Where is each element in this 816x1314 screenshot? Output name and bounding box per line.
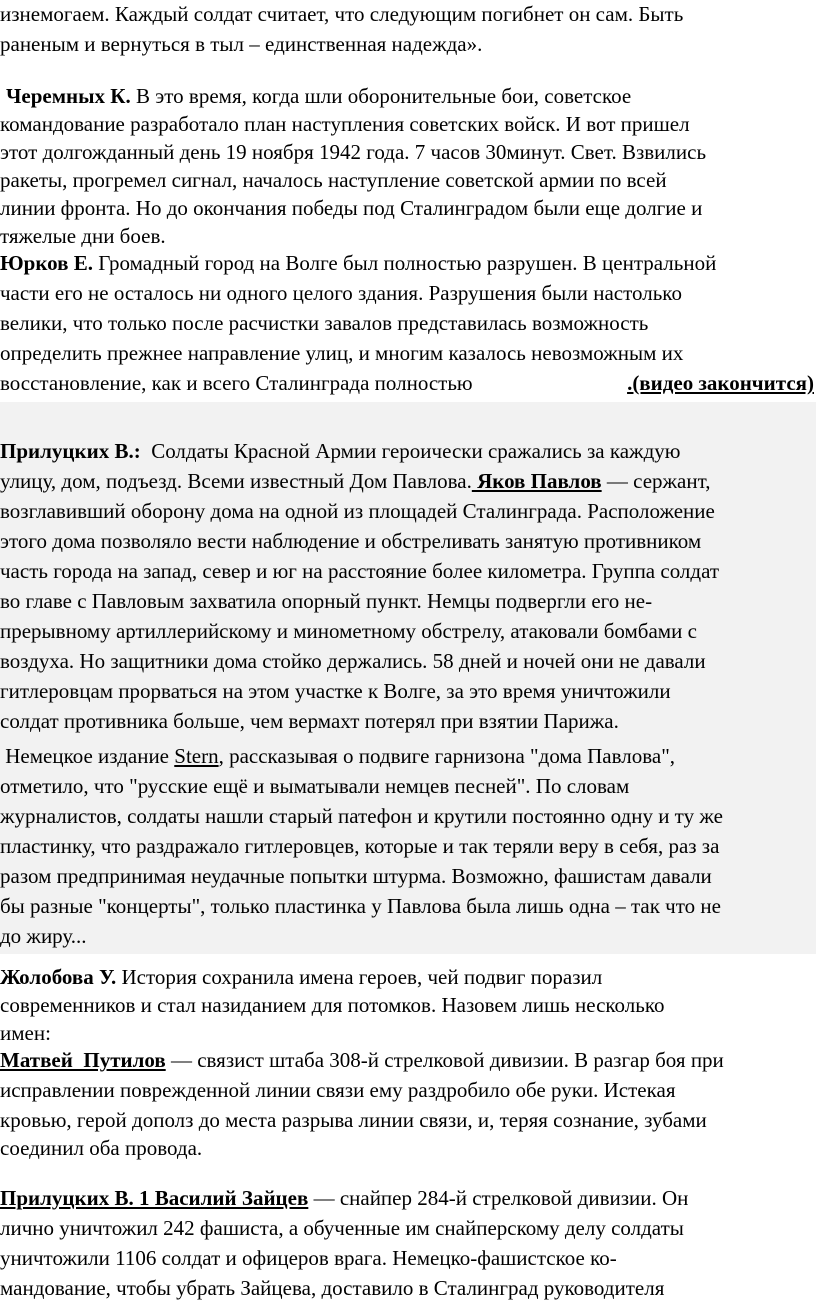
hero-name: Матвей Путилов [0, 1048, 166, 1072]
text-line [0, 1184, 688, 1212]
text-line [0, 742, 675, 770]
text: часть города на запад, север и юг на расстояние более километра. Группа солдат [0, 559, 720, 583]
text-line [0, 557, 719, 585]
text: прерывному артиллерийскому и минометному обстрелу, атаковали бомбами с [0, 619, 697, 643]
text-line [0, 1134, 202, 1162]
text: лично уничтожил 242 фашиста, а обученные им снайперскому делу солдаты [0, 1216, 684, 1240]
text: соединил оба провода. [0, 1136, 203, 1160]
speaker-name: Черемных К. [6, 84, 131, 108]
text-line [0, 166, 667, 194]
text: бы разные "концерты", только пластинка у Павлова была лишь одна – так что не [0, 894, 721, 918]
text: возглавивший оборону дома на одной из площадей Сталинграда. Расположение [0, 499, 715, 523]
text: — снайпер 284-й стрелковой дивизии. Он [308, 1186, 689, 1210]
text: История сохранила имена героев, чей подвиг поразил [116, 965, 603, 989]
text: определить прежнее направление улиц, и многим казалось невозможным их [0, 341, 684, 365]
text: современников и стал назиданием для потомков. Назовем лишь несколько [0, 993, 665, 1017]
text: солдат противника больше, чем вермахт потерял при взятии Парижа. [0, 709, 619, 733]
text: отметило, что "русские ещё и выматывали немцев песней". По словам [0, 774, 630, 798]
text-line [0, 1274, 664, 1302]
text-line [0, 707, 619, 735]
text: линии фронта. Но до окончания победы под Сталинградом были еще долгие и [0, 196, 703, 220]
text-line [0, 1076, 676, 1104]
text-line [0, 0, 683, 28]
text: раненым и вернуться в тыл – единственная надежда». [0, 32, 483, 56]
text-line [0, 1244, 617, 1272]
text-line [0, 862, 712, 890]
text-line [0, 497, 715, 525]
text: до жиру... [0, 924, 87, 948]
text-line [0, 922, 87, 950]
text: , рассказывая о подвиге гарнизона "дома Павлова", [218, 744, 676, 768]
text: разом предпринимая неудачные попытки штурма. Возможно, фашистам давали [0, 864, 712, 888]
text: В это время, когда шли оборонительные бои, советское [130, 84, 632, 108]
text: Солдаты Красной Армии героически сражались за каждую [140, 439, 681, 463]
text-line [0, 1106, 707, 1134]
text-line [0, 194, 702, 222]
hero-name: Яков Павлов [471, 469, 602, 493]
text-line [0, 991, 664, 1019]
text-line [0, 339, 683, 367]
text-line [0, 369, 814, 397]
speaker-name: Жолобова У. [0, 965, 117, 989]
text: уничтожили 1106 солдат и офицеров врага. Немецко-фашистское ко- [0, 1246, 617, 1270]
text-line [0, 527, 701, 555]
text: журналистов, солдаты нашли старый патефон и крутили постоянно одну и ту же [0, 804, 723, 828]
text-line [0, 587, 652, 615]
text-line [0, 110, 690, 138]
text: части его не осталось ни одного целого здания. Разрушения были настолько [0, 281, 682, 305]
text: Немецкое издание [0, 744, 175, 768]
text: воздуха. Но защитники дома стойко держались. 58 дней и ночей они не давали [0, 649, 706, 673]
text: Громадный город на Волге был полностью разрушен. В центральной [92, 251, 717, 275]
text-line [0, 832, 719, 860]
text-line [0, 617, 697, 645]
text-line [0, 249, 716, 277]
text-line [6, 82, 631, 110]
text: этого дома позволяло вести наблюдение и обстреливать занятую противником [0, 529, 702, 553]
text: гитлеровцам прорваться на этом участке к Волге, за это время уничтожили [0, 679, 671, 703]
text: во главе с Павловым захватила опорный пункт. Немцы подвергли его не- [0, 589, 653, 613]
text: мандование, чтобы убрать Зайцева, доставило в Сталинград руководителя [0, 1276, 665, 1300]
text-line [0, 1019, 51, 1047]
text-line [0, 1046, 724, 1074]
text-line [0, 677, 671, 705]
text-line [0, 279, 814, 307]
text: пластинку, что раздражало гитлеровцев, которые и так теряли веру в себя, раз за [0, 834, 720, 858]
text: ракеты, прогремел сигнал, началось наступление советской армии по всей [0, 168, 667, 192]
text-line [0, 222, 166, 250]
text: кровью, герой дополз до места разрыва линии связи, и, теряя сознание, зубами [0, 1108, 707, 1132]
text-line [0, 892, 721, 920]
hero-name: Прилуцких В. 1 Василий Зайцев [0, 1186, 309, 1210]
text-line [0, 647, 706, 675]
text: командование разработало план наступления советских войск. И вот пришел [0, 112, 690, 136]
text: — сержант, [601, 469, 711, 493]
text: имен: [0, 1021, 51, 1045]
text-line [0, 437, 680, 465]
text: улицу, дом, подъезд. Всеми известный Дом Павлова. [0, 469, 472, 493]
text: восстановление, как и всего Сталинграда полностью [0, 371, 473, 395]
text-line [0, 802, 723, 830]
text: этот долгожданный день 19 ноября 1942 года. 7 часов 30минут. Свет. Взвились [0, 140, 707, 164]
text: изнемогаем. Каждый солдат считает, что следующим погибнет он сам. Быть [0, 2, 684, 26]
speaker-name: Прилуцких В.: [0, 439, 141, 463]
speaker-name: Юрков Е. [0, 251, 93, 275]
text-line [0, 467, 710, 495]
text-line [0, 772, 629, 800]
text: исправлении поврежденной линии связи ему раздробило обе руки. Истекая [0, 1078, 676, 1102]
text: — связист штаба 308-й стрелковой дивизии. В разгар боя при [165, 1048, 724, 1072]
stern-link[interactable]: Stern [174, 744, 219, 768]
video-note: .(видео закончится) [627, 371, 814, 395]
text: велики, что только после расчистки завалов представилась возможность [0, 311, 649, 335]
text-line [0, 963, 602, 991]
text: тяжелые дни боев. [0, 224, 166, 248]
text-line [0, 138, 706, 166]
text-line [0, 1214, 684, 1242]
text-line [0, 309, 648, 337]
text-line [0, 30, 482, 58]
